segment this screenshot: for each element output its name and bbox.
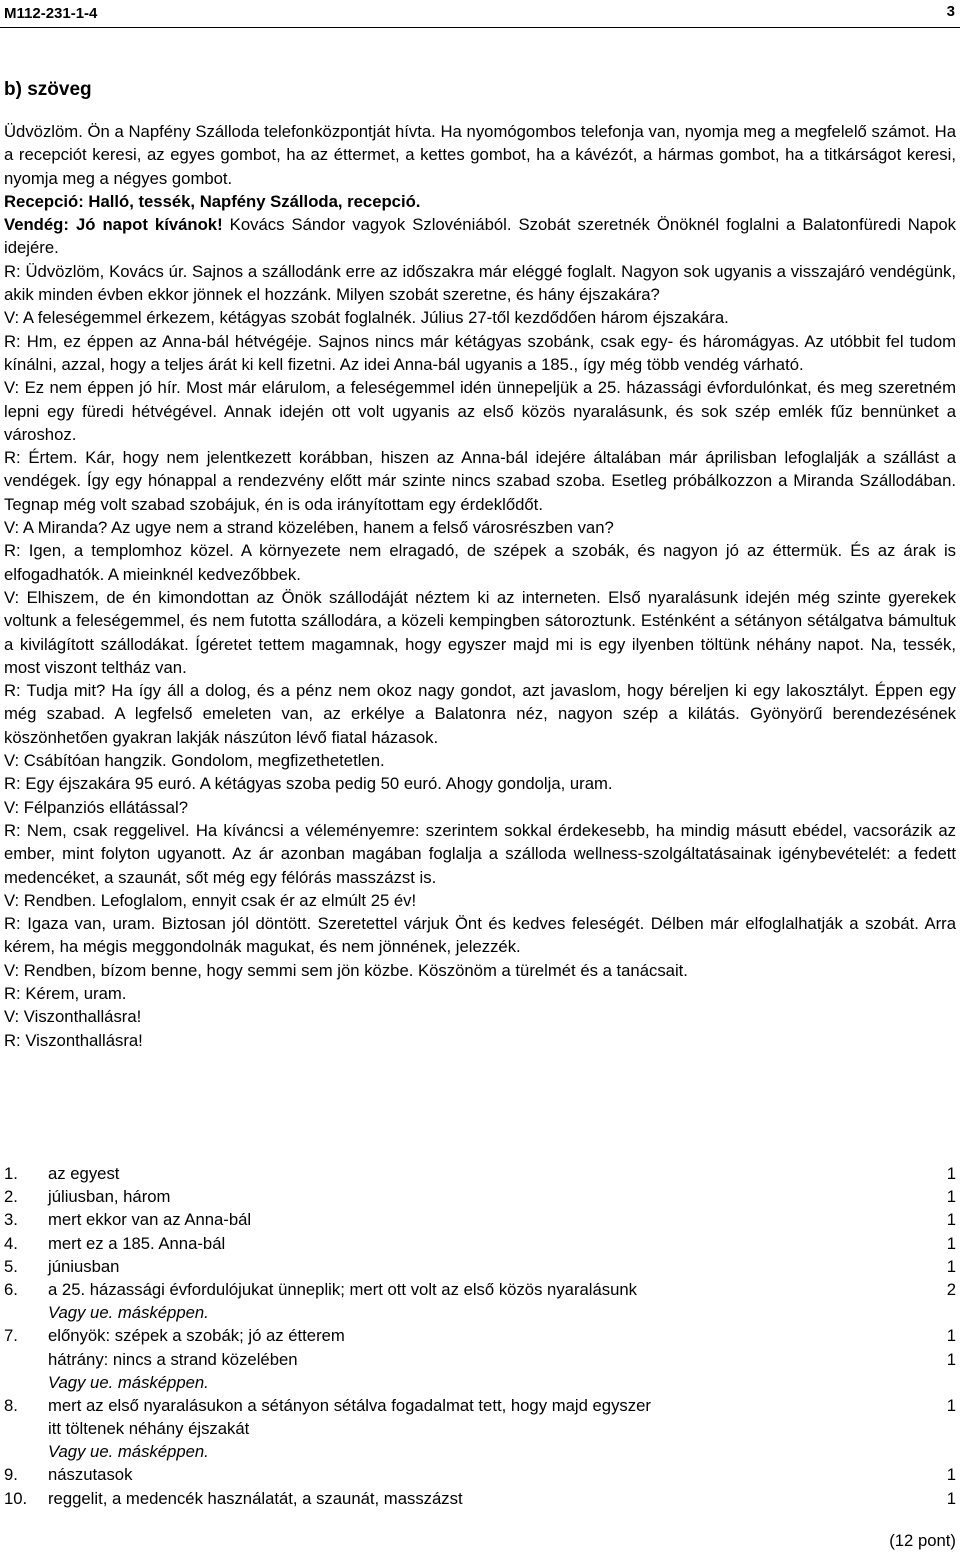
page-header <box>0 0 960 28</box>
answer-row <box>4 1463 956 1486</box>
transcript-text <box>4 120 956 1052</box>
page-number: 3 <box>946 3 955 20</box>
paragraph: Üdvözlöm. Ön a Napfény Szálloda telefonközpontját hívta. Ha nyomógombos telefonja van, nyomja meg a megfelelő számot. Ha a recepciót keresi, az egyes gombot, ha az éttermet, a kettes gombot, ha a kávézót, a hármas gombot, ha a titkárságot keresi, nyomja meg a négyes gombot. <box>4 122 956 188</box>
answer-points: 1 <box>946 1488 956 1508</box>
answer-text: mert az első nyaralásukon a sétányon sétálva fogadalmat tett, hogy majd egyszer <box>48 1395 651 1415</box>
answer-row <box>4 1208 956 1231</box>
answer-points: 1 <box>946 1395 956 1415</box>
speaker-line-rest: Kovács Sándor vagyok Szlovéniából. Szobát szeretnék Önöknél foglalni a Balatonfüredi Napok idejére. <box>4 215 956 258</box>
answer-number: 4. <box>4 1233 18 1253</box>
answer-key <box>4 1162 956 1510</box>
paragraph: R: Értem. Kár, hogy nem jelentkezett korábban, hiszen az Anna-bál idejére általában már áprilisban lefoglalják a szállást a vendégek. Így egy hónappal a rendezvény előtt már szinte nincs szabad szoba. Esetleg próbálkozzon a Miranda Szállodában. Tegnap még volt szabad szobájuk, én is oda irányítottam egy érdeklődőt. <box>4 448 956 514</box>
paragraph: R: Egy éjszakára 95 euró. A kétágyas szoba pedig 50 euró. Ahogy gondolja, uram. <box>4 774 613 794</box>
answer-row <box>4 1348 956 1371</box>
answer-number: 7. <box>4 1326 18 1346</box>
document-code: M112-231-1-4 <box>4 5 98 22</box>
answer-points: 1 <box>946 1256 956 1276</box>
header-divider <box>0 27 960 28</box>
answer-number: 2. <box>4 1187 18 1207</box>
answer-number: 8. <box>4 1395 18 1415</box>
paragraph: R: Hm, ez éppen az Anna-bál hétvégéje. Sajnos nincs már kétágyas szobánk, csak egy- és háromágyas. Az utóbbit fel tudom kínálni, azzal, hogy a teljes árát ki kell fizetni. Az idei Anna-bál ugyanis a 185., így még több vendég várható. <box>4 331 956 374</box>
paragraph: V: Félpanziós ellátással? <box>4 797 188 817</box>
answer-points: 1 <box>946 1465 956 1485</box>
answer-row <box>4 1487 956 1510</box>
answer-row <box>4 1232 956 1255</box>
answer-number: 5. <box>4 1256 18 1276</box>
answer-number: 9. <box>4 1465 18 1485</box>
paragraph: V: Csábítóan hangzik. Gondolom, megfizethetetlen. <box>4 751 385 771</box>
answer-row <box>4 1185 956 1208</box>
answer-text: mert ekkor van az Anna-bál <box>48 1210 252 1230</box>
paragraph: R: Igaza van, uram. Biztosan jól döntött. Szeretettel várjuk Önt és kedves feleségét. Délben már elfoglalhatják a szobát. Arra kérem, ha mégis meggondolnák magukat, és nem jönnének, jelezzék. <box>4 914 956 957</box>
answer-points: 1 <box>946 1210 956 1230</box>
answer-row <box>4 1162 956 1185</box>
section-title: b) szöveg <box>4 79 92 100</box>
paragraph: V: A Miranda? Az ugye nem a strand közelében, hanem a felső városrészben van? <box>4 518 614 538</box>
speaker-line: Vendég: Jó napot kívánok! <box>4 215 223 235</box>
answer-text: Vagy ue. másképpen. <box>48 1372 209 1392</box>
paragraph: V: Rendben. Lefoglalom, ennyit csak ér az elmúlt 25 év! <box>4 890 417 910</box>
paragraph: V: Ez nem éppen jó hír. Most már elárulom, a feleségemmel idén ünnepeljük a 25. házassági évfordulónkat, és meg szeretném lepni egy füredi hétvégével. Annak idején ott volt ugyanis az első közös nyaralásunk, és sok szép emlék fűz bennünket a városhoz. <box>4 378 956 444</box>
total-points: (12 pont) <box>889 1531 956 1550</box>
answer-text: hátrány: nincs a strand közelében <box>48 1349 298 1369</box>
answer-text: előnyök: szépek a szobák; jó az étterem <box>48 1326 345 1346</box>
answer-text: Vagy ue. másképpen. <box>48 1303 209 1323</box>
answer-row <box>4 1324 956 1347</box>
answer-text: mert ez a 185. Anna-bál <box>48 1233 226 1253</box>
answer-row <box>4 1417 956 1440</box>
answer-number: 10. <box>4 1488 28 1508</box>
answer-number: 3. <box>4 1210 18 1230</box>
answer-number: 1. <box>4 1164 18 1183</box>
answer-row <box>4 1371 956 1394</box>
answer-text: itt töltenek néhány éjszakát <box>48 1419 250 1439</box>
answer-text: reggelit, a medencék használatát, a szaunát, masszázst <box>48 1488 463 1508</box>
answer-row <box>4 1255 956 1278</box>
answer-row <box>4 1278 956 1301</box>
answer-text: Vagy ue. másképpen. <box>48 1442 209 1462</box>
answer-points: 1 <box>946 1164 956 1183</box>
answer-points: 1 <box>946 1187 956 1207</box>
paragraph: V: Viszonthallásra! <box>4 1007 142 1027</box>
answer-text: júliusban, három <box>48 1187 171 1207</box>
paragraph: R: Kérem, uram. <box>4 983 127 1003</box>
paragraph: R: Igen, a templomhoz közel. A környezete nem elragadó, de szépek a szobák, és nagyon jó az éttermük. És az árak is elfogadhatók. A mieinknél kedvezőbbek. <box>4 541 956 584</box>
answer-row <box>4 1394 956 1417</box>
answer-points: 1 <box>946 1349 956 1369</box>
paragraph: R: Tudja mit? Ha így áll a dolog, és a pénz nem okoz nagy gondot, azt javaslom, hogy béreljen ki egy lakosztályt. Éppen egy még szabad. A legfelső emeleten van, az erkélye a Balatonra néz, nagyon szép a kilátás. Gyönyörű berendezésének köszönhetően gyakran lakják nászúton lévő fiatal házasok. <box>4 681 956 747</box>
paragraph: V: Rendben, bízom benne, hogy semmi sem jön közbe. Köszönöm a türelmét és a tanácsait. <box>4 960 688 980</box>
answer-points: 1 <box>946 1233 956 1253</box>
paragraph <box>4 213 956 260</box>
paragraph: R: Nem, csak reggelivel. Ha kíváncsi a véleményemre: szerintem sokkal érdekesebb, ha mindig másutt ebédel, vacsorázik az ember, mint folyton ugyanott. Az ár azonban magában foglalja a szálloda wellness-szolgáltatásainak igénybevételét: a fedett medencéket, a szaunát, sőt még egy félórás masszázst is. <box>4 820 956 887</box>
answer-points: 1 <box>946 1326 956 1346</box>
answer-row <box>4 1440 956 1463</box>
answer-row <box>4 1301 956 1324</box>
paragraph: V: Elhiszem, de én kimondottan az Önök szállodáját néztem ki az interneten. Első nyaralásunk idején még szinte gyerekek voltunk a feleségemmel, és nem futotta szállodára, a közeli kempingben sátoroztunk. Esténként a sétányon sétálgatva bámultuk a kivilágított szállodákat. Ígéretet tettem magamnak, hogy egyszer majd mi is egy ilyenben töltünk néhány napot. Na, tessék, most viszont teltház van. <box>4 587 956 677</box>
answer-number: 6. <box>4 1279 18 1299</box>
paragraph: R: Viszonthallásra! <box>4 1030 143 1050</box>
answer-text: a 25. házassági évfordulójukat ünneplik; mert ott volt az első közös nyaralásunk <box>48 1279 638 1299</box>
answer-text: júniusban <box>48 1256 120 1276</box>
answer-points: 2 <box>946 1279 956 1299</box>
answer-text: az egyest <box>48 1164 120 1183</box>
paragraph: R: Üdvözlöm, Kovács úr. Sajnos a szállodánk erre az időszakra már eléggé foglalt. Nagyon sok ugyanis a visszajáró vendégünk, akik minden évben ekkor jönnek el hozzánk. Milyen szobát szeretne, és hány éjszakára? <box>4 261 956 305</box>
answer-text: nászutasok <box>48 1465 133 1485</box>
paragraph: Recepció: Halló, tessék, Napfény Szálloda, recepció. <box>4 191 421 211</box>
paragraph: V: A feleségemmel érkezem, kétágyas szobát foglalnék. Július 27-től kezdődően három éjszakára. <box>4 308 729 328</box>
